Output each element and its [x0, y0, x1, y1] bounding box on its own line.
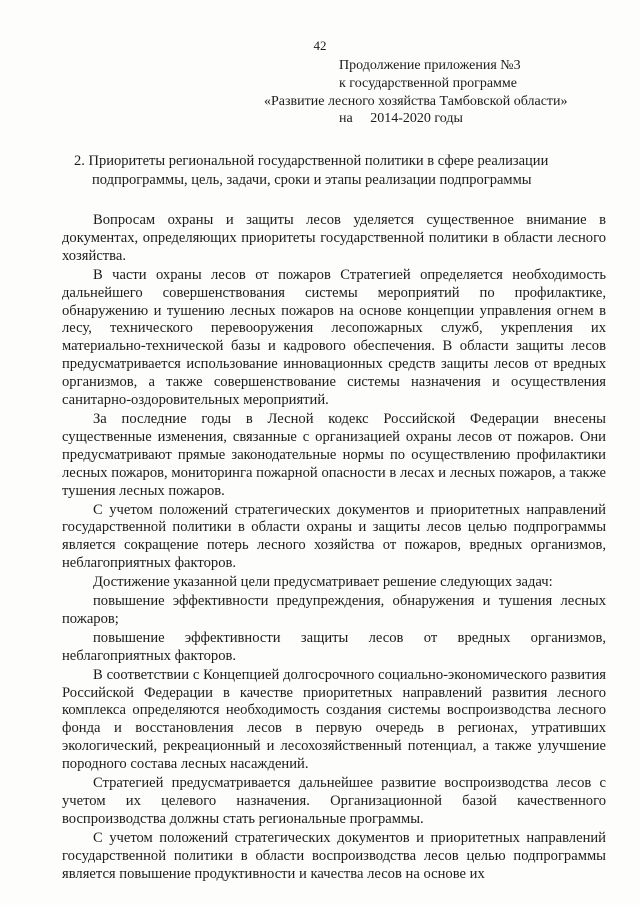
appendix-header-line-3: «Развитие лесного хозяйства Тамбовской области» [264, 94, 568, 109]
paragraph: С учетом положений стратегических документов и приоритетных направлений государственной политики в области охраны и защиты лесов целью подпрограммы является сокращение потерь лесного хозяйства от пожаров, вредных организмов, неблагоприятных факторов. [62, 501, 606, 572]
paragraph: В части охраны лесов от пожаров Стратегией определяется необходимость дальнейшего совершенствования системы мероприятий по профилактике, обнаружению и тушению лесных пожаров на основе концепции управления огнем в лесу, технического перевооружения лесопожарных служб, укрепления их материально-технической базы и кадрового обеспечения. В области защиты лесов предусматривается использование инновационных средств защиты лесов от вредных организмов, а также совершенствование системы назначения и осуществления санитарно-оздоровительных мероприятий. [62, 266, 606, 409]
paragraph: С учетом положений стратегических документов и приоритетных направлений государственной политики в области воспроизводства лесов целью подпрограммы является повышение продуктивности и качества лесов на основе их [62, 829, 606, 882]
appendix-header-line-1: Продолжение приложения №3 [339, 58, 521, 73]
paragraph: За последние годы в Лесной кодекс Российской Федерации внесены существенные изменения, связанные с организацией охраны лесов от пожаров. Они предусматривают прямые законодательные нормы по осуществлению профилактики лесных пожаров, мониторинга пожарной опасности в лесах и лесных пожаров, а также тушения лесных пожаров. [62, 410, 606, 499]
paragraph: В соответствии с Концепцией долгосрочного социально-экономического развития Российской Федерации в качестве приоритетных направлений развития лесного комплекса определяются необходимость создания системы воспроизводства лесного фонда и восстановления лесов в первую очередь в регионах, утративших экологический, рекреационный и лесохозяйственный потенциал, а также улучшение породного состава лесных насаждений. [62, 666, 606, 773]
paragraph: повышение эффективности защиты лесов от вредных организмов, неблагоприятных факторов. [62, 629, 606, 664]
appendix-header-line-4: на 2014-2020 годы [339, 111, 463, 126]
page-number: 42 [313, 38, 327, 53]
paragraph: повышение эффективности предупреждения, обнаружения и тушения лесных пожаров; [62, 593, 606, 627]
paragraph: Стратегией предусматривается дальнейшее развитие воспроизводства лесов с учетом их целевого назначения. Организационной базой качественного воспроизводства должны стать региональные программы. [62, 775, 606, 827]
body-text [62, 212, 606, 884]
paragraph: Достижение указанной цели предусматривает решение следующих задач: [93, 574, 553, 591]
appendix-header-line-2: к государственной программе [339, 76, 517, 91]
paragraph: Вопросам охраны и защиты лесов уделяется существенное внимание в документах, определяющих приоритеты государственной политики в области лесного хозяйства. [62, 212, 606, 264]
section-title-line-1: 2. Приоритеты региональной государственной политики в сфере реализации [74, 153, 549, 169]
section-title-line-2: подпрограммы, цель, задачи, сроки и этапы реализации подпрограммы [92, 172, 532, 188]
